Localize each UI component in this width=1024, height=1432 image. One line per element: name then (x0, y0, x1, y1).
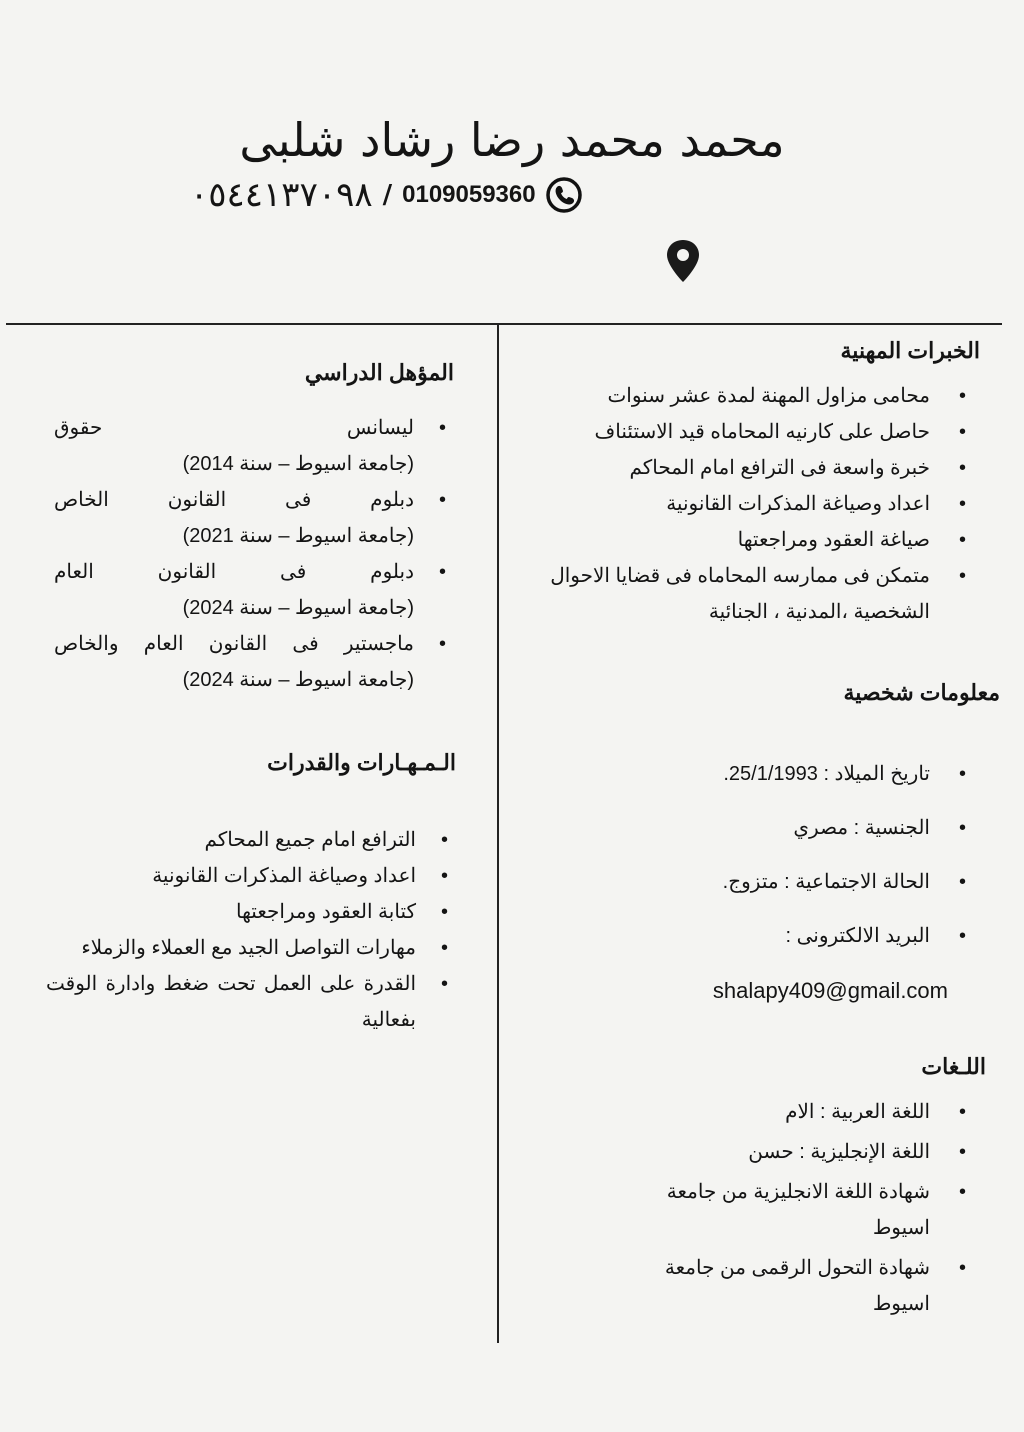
languages-title: اللـغات (921, 1054, 986, 1079)
degree-name: • دبلوم فى القانون الخاص (54, 489, 414, 511)
phone-alt: ٠٥٤٤١٣٧٠٩٨ (190, 175, 373, 215)
phone-separator: / (382, 180, 393, 210)
education-list (54, 410, 454, 698)
languages-list (634, 1094, 974, 1326)
experience-item: • حاصل على كارنيه المحاماه قيد الاستئناف (504, 414, 974, 450)
language-item: • شهادة التحول الرقمى من جامعة اسيوط (634, 1250, 974, 1322)
degree-school: (جامعة اسيوط – سنة 2024) (182, 669, 414, 691)
degree-name: • دبلوم فى القانون العام (54, 561, 414, 583)
skills-list (46, 822, 456, 1038)
degree-school: (جامعة اسيوط – سنة 2014) (182, 453, 414, 475)
horizontal-divider (6, 323, 1002, 325)
education-item (54, 482, 454, 554)
education-item (54, 626, 454, 698)
skill-item: • القدرة على العمل تحت ضغط وادارة الوقت بفعالية (46, 966, 456, 1038)
experience-item: • اعداد وصياغة المذكرات القانونية (504, 486, 974, 522)
email-address: shalapy409@gmail.com (712, 978, 948, 1003)
language-item: • اللغة الإنجليزية : حسن (634, 1134, 974, 1170)
location-pin-icon (664, 238, 702, 284)
skill-item: • اعداد وصياغة المذكرات القانونية (46, 858, 456, 894)
vertical-divider (497, 323, 499, 1343)
experience-title: الخبرات المهنية (840, 338, 980, 363)
skill-item: • كتابة العقود ومراجعتها (46, 894, 456, 930)
degree-name: • ماجستير فى القانون العام والخاص (54, 633, 414, 655)
degree-school: (جامعة اسيوط – سنة 2021) (182, 525, 414, 547)
experience-item: • خبرة واسعة فى الترافع امام المحاكم (504, 450, 974, 486)
phone-icon (546, 177, 582, 213)
personal-info-list (534, 760, 974, 976)
skill-item: • الترافع امام جميع المحاكم (46, 822, 456, 858)
experience-list (504, 378, 974, 630)
personal-info-item: • البريد الالكترونى : (534, 922, 974, 950)
education-item (54, 410, 454, 482)
education-item (54, 554, 454, 626)
degree-school: (جامعة اسيوط – سنة 2024) (182, 597, 414, 619)
personal-info-item: • الجنسية : مصري (534, 814, 974, 842)
experience-item: • صياغة العقود ومراجعتها (504, 522, 974, 558)
language-item: • اللغة العربية : الام (634, 1094, 974, 1130)
degree-name: • ليسانس حقوق (54, 417, 414, 439)
personal-info-item: • تاريخ الميلاد : 25/1/1993. (534, 760, 974, 788)
education-title: المؤهل الدراسي (304, 360, 454, 385)
phone-main: 0109059360 (402, 181, 536, 208)
personal-info-item: • الحالة الاجتماعية : متزوج. (534, 868, 974, 896)
contact-row (190, 170, 710, 220)
skills-title: الـمـهـارات والقدرات (267, 750, 456, 775)
personal-info-title: معلومات شخصية (843, 680, 1000, 705)
language-item: • شهادة اللغة الانجليزية من جامعة اسيوط (634, 1174, 974, 1246)
person-name: محمد محمد رضا رشاد شلبى (239, 112, 785, 167)
experience-item: • محامى مزاول المهنة لمدة عشر سنوات (504, 378, 974, 414)
experience-item: • متمكن فى ممارسه المحاماه فى قضايا الاحوال الشخصية ،المدنية ، الجنائية (504, 558, 974, 630)
skill-item: • مهارات التواصل الجيد مع العملاء والزملاء (46, 930, 456, 966)
